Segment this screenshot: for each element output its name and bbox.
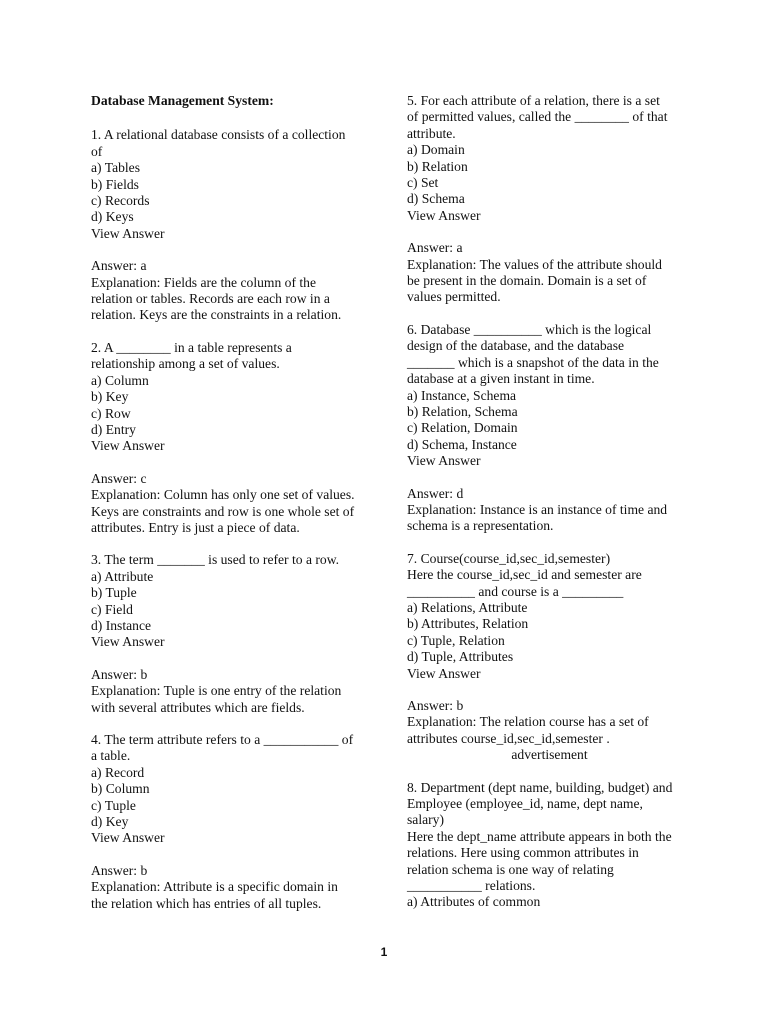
answer-line: Answer: b bbox=[407, 698, 464, 713]
question-line: a table. bbox=[91, 748, 131, 764]
question-line: design of the database, and the database bbox=[407, 338, 625, 354]
answer-block-1 bbox=[91, 258, 366, 324]
question-line: Employee (employee_id, name, dept name, bbox=[407, 796, 643, 812]
explanation-line: Keys are constraints and row is one whole set of bbox=[91, 503, 355, 519]
answer-line: Answer: b bbox=[91, 862, 148, 878]
option-c: c) Field bbox=[91, 601, 133, 617]
option-c: c) Records bbox=[91, 193, 150, 209]
view-answer-link[interactable]: View Answer bbox=[407, 453, 481, 469]
question-line: _______ which is a snapshot of the data in the bbox=[407, 354, 659, 370]
left-column bbox=[91, 93, 366, 928]
explanation-line: Explanation: The values of the attribute should bbox=[407, 256, 662, 272]
option-a: a) Instance, Schema bbox=[407, 387, 517, 403]
question-line: salary) bbox=[407, 812, 444, 828]
option-a: a) Domain bbox=[407, 142, 465, 158]
question-line: 2. A ________ in a table represents a bbox=[91, 339, 292, 355]
question-line: of bbox=[91, 143, 103, 159]
answer-block-3 bbox=[91, 667, 366, 716]
question-line: 4. The term attribute refers to a ___________ of bbox=[91, 732, 354, 747]
question-line: relationship among a set of values. bbox=[91, 356, 280, 372]
explanation-line: Explanation: Attribute is a specific domain in bbox=[91, 879, 338, 895]
explanation-line: Explanation: The relation course has a set of bbox=[407, 714, 649, 730]
option-a: a) Relations, Attribute bbox=[407, 599, 528, 615]
question-block-7 bbox=[407, 551, 692, 682]
view-answer-link[interactable]: View Answer bbox=[407, 207, 481, 223]
question-line: __________ and course is a _________ bbox=[407, 583, 624, 599]
option-a: a) Column bbox=[91, 372, 149, 388]
option-d: d) Key bbox=[91, 814, 129, 830]
answer-block-5 bbox=[407, 240, 692, 306]
option-a: a) Tables bbox=[91, 160, 140, 176]
answer-line: Answer: d bbox=[407, 485, 464, 501]
question-line: attribute. bbox=[407, 125, 456, 141]
explanation-line: Explanation: Fields are the column of the bbox=[91, 274, 316, 290]
explanation-line: Explanation: Column has only one set of values. bbox=[91, 487, 355, 503]
question-line: 8. Department (dept name, building, budget) and bbox=[407, 779, 673, 795]
question-block-4 bbox=[91, 732, 366, 847]
option-d: d) Entry bbox=[91, 421, 136, 437]
option-d: d) Schema, Instance bbox=[407, 436, 517, 452]
question-line: 3. The term _______ is used to refer to a row. bbox=[91, 552, 340, 568]
explanation-line: relation or tables. Records are each row in a bbox=[91, 291, 330, 307]
option-c: c) Relation, Domain bbox=[407, 420, 518, 436]
view-answer-link[interactable]: View Answer bbox=[91, 634, 165, 650]
advertisement-label: advertisement bbox=[511, 747, 588, 763]
option-d: d) Keys bbox=[91, 209, 134, 225]
option-a: a) Attribute bbox=[91, 568, 154, 584]
question-line: of permitted values, called the ________ of that bbox=[407, 109, 668, 125]
question-line: 5. For each attribute of a relation, there is a set bbox=[407, 93, 660, 108]
question-line: relations. Here using common attributes in bbox=[407, 845, 639, 861]
option-a: a) Record bbox=[91, 764, 145, 780]
option-b: b) Tuple bbox=[91, 585, 137, 601]
page-number: 1 bbox=[380, 945, 388, 959]
explanation-line: attributes. Entry is just a piece of data. bbox=[91, 519, 300, 535]
option-c: c) Set bbox=[407, 175, 439, 191]
question-line: Here the course_id,sec_id and semester are bbox=[407, 567, 642, 583]
explanation-line: schema is a representation. bbox=[407, 518, 554, 534]
question-block-8 bbox=[407, 780, 692, 911]
explanation-line: with several attributes which are fields. bbox=[91, 699, 305, 715]
option-b: b) Relation bbox=[407, 158, 468, 174]
right-column bbox=[407, 93, 692, 927]
question-line: 6. Database __________ which is the logical bbox=[407, 321, 652, 337]
option-d: d) Instance bbox=[91, 617, 152, 633]
explanation-line: relation. Keys are the constraints in a relation. bbox=[91, 307, 342, 323]
question-line: database at a given instant in time. bbox=[407, 371, 595, 387]
view-answer-link[interactable]: View Answer bbox=[91, 438, 165, 454]
option-d: d) Tuple, Attributes bbox=[407, 649, 514, 665]
answer-block-2 bbox=[91, 471, 366, 537]
question-line: 7. Course(course_id,sec_id,semester) bbox=[407, 550, 611, 566]
view-answer-link[interactable]: View Answer bbox=[91, 225, 165, 241]
question-block-6 bbox=[407, 322, 692, 470]
answer-line: Answer: a bbox=[407, 240, 463, 256]
question-line: ___________ relations. bbox=[407, 878, 536, 894]
option-c: c) Tuple bbox=[91, 797, 136, 813]
answer-block-4 bbox=[91, 863, 366, 912]
explanation-line: be present in the domain. Domain is a set of bbox=[407, 273, 647, 289]
question-line: 1. A relational database consists of a collection bbox=[91, 127, 346, 143]
explanation-line: Explanation: Tuple is one entry of the relation bbox=[91, 683, 342, 699]
answer-block-7 bbox=[407, 698, 692, 764]
explanation-line: values permitted. bbox=[407, 289, 501, 305]
explanation-line: the relation which has entries of all tuples. bbox=[91, 895, 322, 911]
question-block-1 bbox=[91, 127, 366, 242]
question-line: relation schema is one way of relating bbox=[407, 861, 614, 877]
answer-line: Answer: c bbox=[91, 470, 147, 486]
view-answer-link[interactable]: View Answer bbox=[91, 830, 165, 846]
question-block-5 bbox=[407, 93, 692, 224]
option-c: c) Tuple, Relation bbox=[407, 632, 505, 648]
option-b: b) Key bbox=[91, 389, 129, 405]
question-block-2 bbox=[91, 340, 366, 455]
option-b: b) Relation, Schema bbox=[407, 403, 518, 419]
option-c: c) Row bbox=[91, 405, 131, 421]
option-b: b) Column bbox=[91, 781, 150, 797]
view-answer-link[interactable]: View Answer bbox=[407, 665, 481, 681]
option-b: b) Fields bbox=[91, 176, 139, 192]
answer-line: Answer: b bbox=[91, 666, 148, 682]
answer-line: Answer: a bbox=[91, 258, 147, 274]
document-title: Database Management System: bbox=[91, 93, 274, 108]
question-block-3 bbox=[91, 552, 366, 650]
option-a: a) Attributes of common bbox=[407, 894, 541, 910]
option-d: d) Schema bbox=[407, 191, 465, 207]
explanation-line: Explanation: Instance is an instance of time and bbox=[407, 501, 668, 517]
answer-block-6 bbox=[407, 486, 692, 535]
question-line: Here the dept_name attribute appears in both the bbox=[407, 828, 672, 844]
explanation-line: attributes course_id,sec_id,semester . bbox=[407, 730, 610, 746]
option-b: b) Attributes, Relation bbox=[407, 616, 529, 632]
